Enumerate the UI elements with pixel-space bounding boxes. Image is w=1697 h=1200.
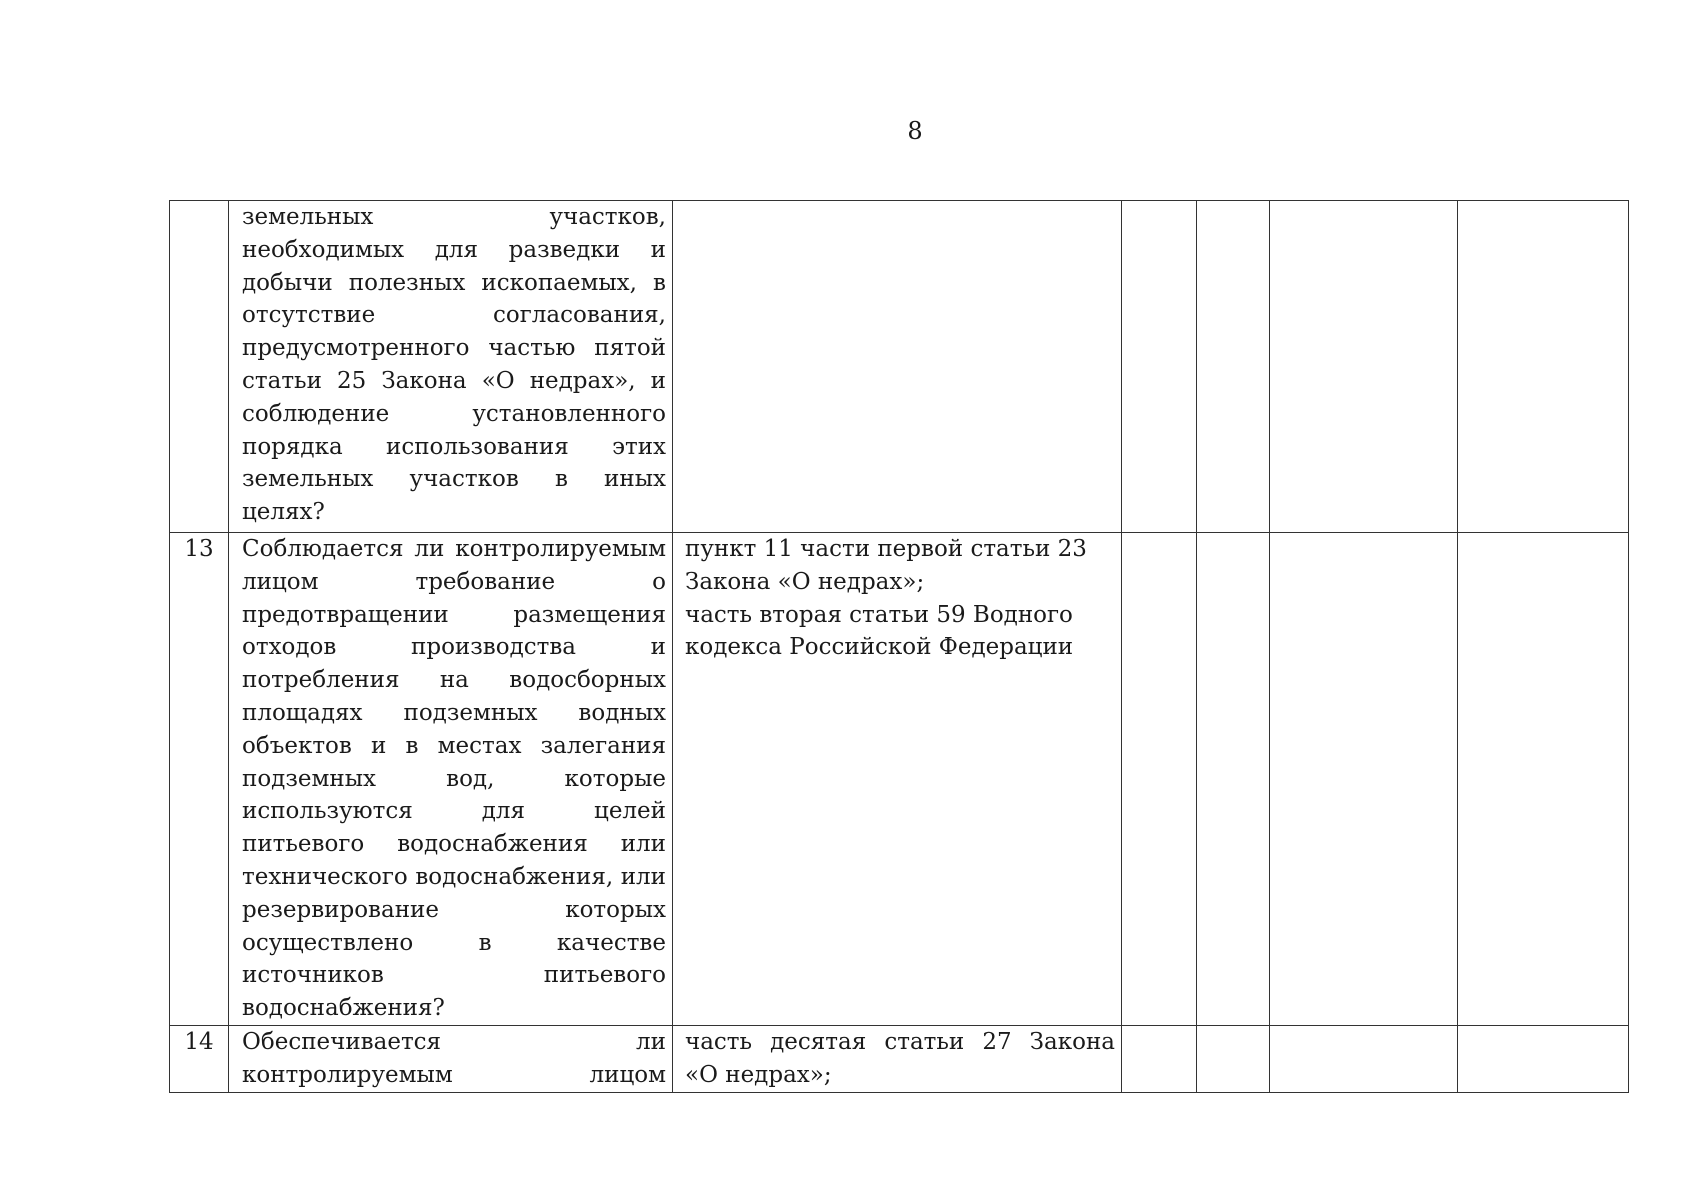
answer-no-cell (1197, 1025, 1270, 1092)
question-line: предотвращении размещения (242, 601, 666, 628)
question-line: необходимых для разведки и (242, 236, 666, 263)
question-line: целях? (242, 499, 325, 526)
question-cell (229, 1025, 673, 1092)
question-line: технического водоснабжения, или (242, 863, 666, 890)
question-cell (229, 533, 673, 1026)
answer-na-cell (1270, 201, 1458, 533)
legal-basis-line: Закона «О недрах»; (685, 568, 925, 595)
question-line: используются для целей (242, 798, 666, 825)
question-line: отходов производства и (242, 634, 666, 661)
question-line: резервирование которых (242, 896, 666, 923)
page-number: 8 (907, 117, 923, 145)
question-line: лицом требование о (242, 568, 666, 595)
question-line: порядка использования этих (242, 433, 666, 460)
question-line: подземных вод, которые (242, 765, 666, 792)
question-line: водоснабжения? (242, 995, 445, 1022)
remarks-cell (1458, 201, 1629, 533)
question-line: земельных участков в иных (242, 466, 666, 493)
question-line: источников питьевого (242, 962, 666, 989)
legal-basis-cell (673, 201, 1122, 533)
legal-basis-line: «О недрах»; (685, 1061, 832, 1088)
row-number-cell (170, 201, 229, 533)
answer-no-cell (1197, 533, 1270, 1026)
question-line: потребления на водосборных (242, 667, 666, 694)
answer-na-cell (1270, 1025, 1458, 1092)
question-cell (229, 201, 673, 533)
legal-basis-cell (673, 1025, 1122, 1092)
legal-basis-line: часть десятая статьи 27 Закона (685, 1028, 1115, 1055)
answer-yes-cell (1122, 533, 1197, 1026)
question-line: земельных участков, (242, 204, 666, 230)
question-line: питьевого водоснабжения или (242, 831, 666, 858)
table-row (170, 201, 1629, 533)
question-line: предусмотренного частью пятой (242, 335, 666, 362)
remarks-cell (1458, 1025, 1629, 1092)
row-number-cell: 13 (170, 533, 229, 1026)
legal-basis-line: часть вторая статьи 59 Водного (685, 601, 1073, 628)
table-row (170, 1025, 1629, 1092)
answer-na-cell (1270, 533, 1458, 1026)
question-line: объектов и в местах залегания (242, 732, 666, 759)
question-line: Соблюдается ли контролируемым (242, 536, 666, 562)
question-line: отсутствие согласования, (242, 302, 666, 329)
checklist-table (169, 200, 1629, 1093)
question-line: статьи 25 Закона «О недрах», и (242, 367, 666, 394)
answer-yes-cell (1122, 1025, 1197, 1092)
answer-no-cell (1197, 201, 1270, 533)
remarks-cell (1458, 533, 1629, 1026)
answer-yes-cell (1122, 201, 1197, 533)
legal-basis-line: кодекса Российской Федерации (685, 634, 1074, 661)
question-line: Обеспечивается ли (242, 1028, 666, 1055)
question-line: осуществлено в качестве (242, 929, 666, 956)
legal-basis-line: пункт 11 части первой статьи 23 (685, 536, 1087, 562)
question-line: добычи полезных ископаемых, в (242, 269, 666, 296)
question-line: соблюдение установленного (242, 400, 666, 427)
question-line: площадях подземных водных (242, 699, 666, 726)
question-line: контролируемым лицом (242, 1061, 666, 1088)
legal-basis-cell (673, 533, 1122, 1026)
row-number-cell: 14 (170, 1025, 229, 1092)
table-row (170, 533, 1629, 1026)
